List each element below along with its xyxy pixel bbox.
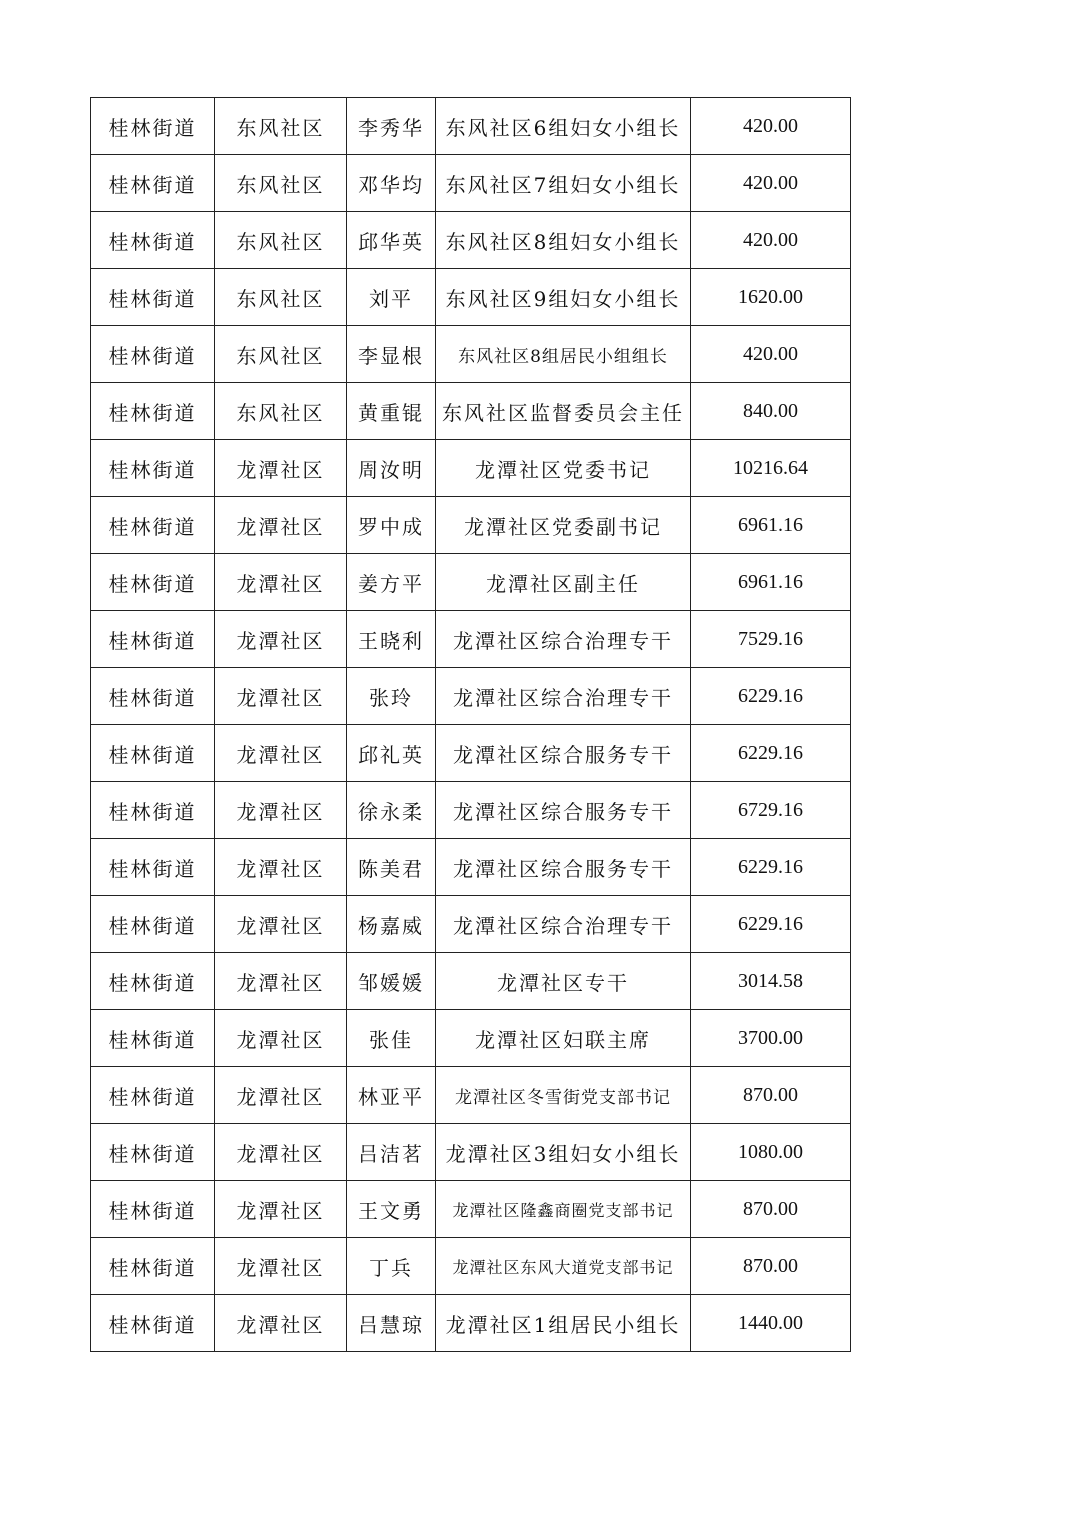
cell-amount: 870.00 [691,1238,851,1295]
cell-amount: 420.00 [691,326,851,383]
cell-name: 邹媛媛 [347,953,436,1010]
cell-position: 东风社区9组妇女小组长 [436,269,691,326]
cell-community: 东风社区 [215,155,347,212]
cell-name: 吕洁茗 [347,1124,436,1181]
cell-amount: 3014.58 [691,953,851,1010]
cell-name: 黄重锟 [347,383,436,440]
table-body [91,98,851,1352]
cell-position: 龙潭社区党委副书记 [436,497,691,554]
cell-community: 龙潭社区 [215,1010,347,1067]
cell-amount: 1620.00 [691,269,851,326]
table-row [91,326,851,383]
table-row [91,1124,851,1181]
cell-position: 东风社区监督委员会主任 [436,383,691,440]
cell-position: 龙潭社区综合治理专干 [436,896,691,953]
cell-community: 龙潭社区 [215,440,347,497]
cell-position: 东风社区8组居民小组组长 [436,326,691,383]
cell-street: 桂林街道 [91,212,215,269]
cell-name: 徐永柔 [347,782,436,839]
cell-amount: 420.00 [691,155,851,212]
table-row [91,611,851,668]
cell-name: 张玲 [347,668,436,725]
cell-street: 桂林街道 [91,668,215,725]
cell-name: 杨嘉威 [347,896,436,953]
cell-community: 龙潭社区 [215,1238,347,1295]
table-row [91,1295,851,1352]
cell-amount: 840.00 [691,383,851,440]
cell-name: 王晓利 [347,611,436,668]
cell-position: 龙潭社区综合治理专干 [436,668,691,725]
cell-street: 桂林街道 [91,269,215,326]
cell-street: 桂林街道 [91,326,215,383]
cell-street: 桂林街道 [91,611,215,668]
table-row [91,725,851,782]
cell-community: 龙潭社区 [215,611,347,668]
table-row [91,497,851,554]
cell-amount: 10216.64 [691,440,851,497]
table-row [91,269,851,326]
cell-street: 桂林街道 [91,497,215,554]
cell-street: 桂林街道 [91,1067,215,1124]
cell-street: 桂林街道 [91,155,215,212]
table-row [91,1010,851,1067]
cell-name: 李秀华 [347,98,436,155]
cell-name: 邱礼英 [347,725,436,782]
cell-position: 龙潭社区专干 [436,953,691,1010]
cell-community: 龙潭社区 [215,782,347,839]
cell-position: 东风社区8组妇女小组长 [436,212,691,269]
allowance-table [90,97,851,1352]
cell-amount: 6229.16 [691,896,851,953]
cell-community: 龙潭社区 [215,725,347,782]
cell-street: 桂林街道 [91,1238,215,1295]
cell-community: 龙潭社区 [215,1067,347,1124]
cell-position: 龙潭社区综合服务专干 [436,725,691,782]
cell-amount: 420.00 [691,98,851,155]
cell-position: 东风社区7组妇女小组长 [436,155,691,212]
cell-community: 龙潭社区 [215,497,347,554]
table-row [91,554,851,611]
cell-name: 刘平 [347,269,436,326]
cell-street: 桂林街道 [91,440,215,497]
cell-street: 桂林街道 [91,1124,215,1181]
table-row [91,1238,851,1295]
cell-amount: 1440.00 [691,1295,851,1352]
table-row [91,953,851,1010]
cell-community: 龙潭社区 [215,1295,347,1352]
cell-amount: 6961.16 [691,497,851,554]
cell-street: 桂林街道 [91,1181,215,1238]
cell-amount: 420.00 [691,212,851,269]
cell-amount: 6961.16 [691,554,851,611]
cell-position: 龙潭社区冬雪街党支部书记 [436,1067,691,1124]
cell-name: 邱华英 [347,212,436,269]
cell-amount: 3700.00 [691,1010,851,1067]
cell-position: 龙潭社区东风大道党支部书记 [436,1238,691,1295]
table-row [91,440,851,497]
cell-street: 桂林街道 [91,896,215,953]
cell-street: 桂林街道 [91,782,215,839]
cell-position: 龙潭社区综合服务专干 [436,782,691,839]
cell-amount: 6229.16 [691,668,851,725]
cell-community: 东风社区 [215,269,347,326]
cell-amount: 6729.16 [691,782,851,839]
table-row [91,668,851,725]
cell-community: 龙潭社区 [215,953,347,1010]
cell-position: 龙潭社区1组居民小组长 [436,1295,691,1352]
cell-name: 罗中成 [347,497,436,554]
cell-amount: 870.00 [691,1181,851,1238]
cell-position: 龙潭社区隆鑫商圈党支部书记 [436,1181,691,1238]
cell-community: 东风社区 [215,383,347,440]
cell-amount: 7529.16 [691,611,851,668]
cell-position: 龙潭社区综合服务专干 [436,839,691,896]
cell-community: 龙潭社区 [215,668,347,725]
cell-name: 王文勇 [347,1181,436,1238]
cell-name: 姜方平 [347,554,436,611]
cell-community: 龙潭社区 [215,554,347,611]
cell-amount: 1080.00 [691,1124,851,1181]
table-row [91,1181,851,1238]
cell-position: 东风社区6组妇女小组长 [436,98,691,155]
table-row [91,896,851,953]
cell-street: 桂林街道 [91,98,215,155]
cell-name: 邓华均 [347,155,436,212]
cell-street: 桂林街道 [91,383,215,440]
cell-community: 东风社区 [215,326,347,383]
cell-street: 桂林街道 [91,839,215,896]
cell-street: 桂林街道 [91,554,215,611]
cell-community: 龙潭社区 [215,1124,347,1181]
cell-community: 龙潭社区 [215,1181,347,1238]
cell-name: 李显根 [347,326,436,383]
cell-name: 林亚平 [347,1067,436,1124]
cell-name: 张佳 [347,1010,436,1067]
cell-position: 龙潭社区3组妇女小组长 [436,1124,691,1181]
cell-street: 桂林街道 [91,725,215,782]
cell-community: 东风社区 [215,212,347,269]
table-row [91,98,851,155]
cell-amount: 6229.16 [691,839,851,896]
table-row [91,212,851,269]
cell-amount: 6229.16 [691,725,851,782]
table-row [91,782,851,839]
cell-position: 龙潭社区综合治理专干 [436,611,691,668]
cell-position: 龙潭社区副主任 [436,554,691,611]
cell-community: 东风社区 [215,98,347,155]
cell-name: 陈美君 [347,839,436,896]
table-row [91,155,851,212]
cell-street: 桂林街道 [91,1010,215,1067]
table-row [91,1067,851,1124]
table-row [91,839,851,896]
cell-community: 龙潭社区 [215,896,347,953]
cell-name: 吕慧琼 [347,1295,436,1352]
cell-name: 丁兵 [347,1238,436,1295]
cell-position: 龙潭社区党委书记 [436,440,691,497]
cell-street: 桂林街道 [91,953,215,1010]
cell-name: 周汝明 [347,440,436,497]
cell-street: 桂林街道 [91,1295,215,1352]
cell-position: 龙潭社区妇联主席 [436,1010,691,1067]
cell-community: 龙潭社区 [215,839,347,896]
cell-amount: 870.00 [691,1067,851,1124]
table-row [91,383,851,440]
